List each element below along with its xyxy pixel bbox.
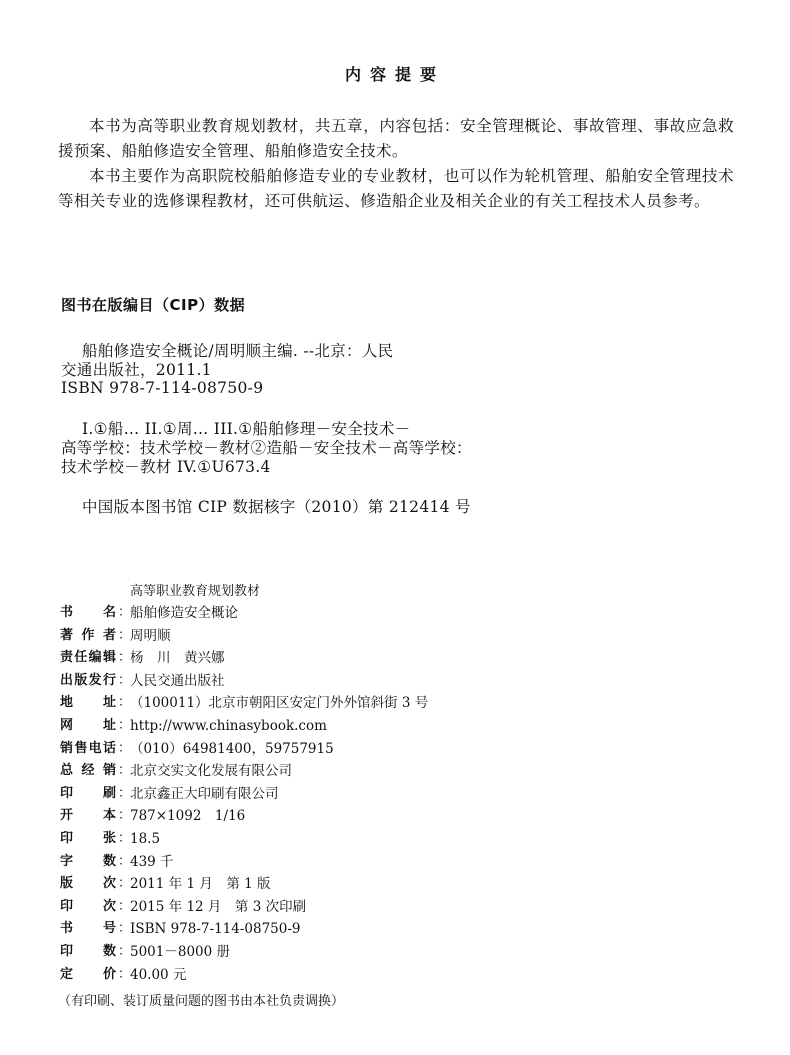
- info-row: 印刷 ： 北京鑫正大印刷有限公司: [60, 783, 660, 806]
- cip-line: I.①船… II.①周… III.①船舶修理－安全技术－: [82, 420, 411, 438]
- info-row: 定价 ： 40.00 元: [60, 964, 660, 987]
- info-value: 北京鑫正大印刷有限公司: [130, 785, 279, 802]
- info-value: 40.00 元: [130, 966, 187, 983]
- info-row: 书名 ： 船舶修造安全概论: [60, 602, 660, 625]
- info-row: 责任编辑 ： 杨 川 黄兴娜: [60, 647, 660, 670]
- info-value: http://www.chinasybook.com: [130, 717, 327, 734]
- info-value: 5001－8000 册: [130, 943, 231, 960]
- series-name: 高等职业教育规划教材: [130, 584, 261, 599]
- cip-record-number: 中国版本图书馆 CIP 数据核字（2010）第 212414 号: [82, 498, 471, 516]
- info-label: 网址: [60, 717, 116, 733]
- cip-line: ISBN 978-7-114-08750-9: [61, 379, 264, 397]
- cip-line: 交通出版社，2011.1: [61, 361, 212, 379]
- info-label: 地址: [60, 695, 116, 711]
- info-row: 字数 ： 439 千: [60, 851, 660, 874]
- info-row: 版次 ： 2011 年 1 月 第 1 版: [60, 873, 660, 896]
- info-label: 书名: [60, 605, 116, 620]
- info-label: 销售电话: [60, 740, 116, 756]
- info-label: 印张: [60, 830, 116, 846]
- info-value: 人民交通出版社: [130, 672, 225, 689]
- cip-line: 技术学校－教材 IV.①U673.4: [61, 458, 271, 476]
- info-label: 印次: [60, 898, 116, 914]
- info-label: 著作者: [60, 627, 116, 643]
- info-value: 杨 川 黄兴娜: [130, 650, 225, 667]
- cip-line: 高等学校：技术学校－教材②造船－安全技术－高等学校：: [61, 439, 472, 457]
- info-value: 2011 年 1 月 第 1 版: [130, 876, 271, 893]
- info-value: （100011）北京市朝阳区安定门外外馆斜街 3 号: [130, 695, 429, 712]
- info-label: 字数: [60, 853, 116, 869]
- info-label: 书号: [60, 921, 116, 937]
- info-row: 书号 ： ISBN 978-7-114-08750-9: [60, 918, 660, 941]
- info-row: 销售电话 ： （010）64981400，59757915: [60, 738, 660, 761]
- info-label: 开本: [60, 808, 116, 824]
- info-label: 印数: [60, 943, 116, 959]
- info-value: 船舶修造安全概论: [130, 605, 238, 621]
- info-value: 439 千: [130, 853, 174, 870]
- publication-info-list: [60, 602, 660, 986]
- info-value: 北京交实文化发展有限公司: [130, 763, 292, 780]
- info-value: 787×1092 1/16: [130, 808, 246, 825]
- info-row: 印数 ： 5001－8000 册: [60, 941, 660, 964]
- info-value: （010）64981400，59757915: [130, 740, 334, 757]
- info-value: ISBN 978-7-114-08750-9: [130, 921, 301, 938]
- summary-paragraph-1: 本书为高等职业教育规划教材，共五章，内容包括：安全管理概论、事故管理、事故应急救援预案、船舶修造安全管理、船舶修造安全技术。: [58, 117, 734, 160]
- info-row: 开本 ： 787×1092 1/16: [60, 805, 660, 828]
- info-row: 网址 ： http://www.chinasybook.com: [60, 715, 660, 738]
- info-row: 印张 ： 18.5: [60, 828, 660, 851]
- info-row: 总经销 ： 北京交实文化发展有限公司: [60, 760, 660, 783]
- info-label: 责任编辑: [60, 650, 116, 666]
- info-row: 印次 ： 2015 年 12 月 第 3 次印刷: [60, 896, 660, 919]
- info-row: 出版发行 ： 人民交通出版社: [60, 670, 660, 693]
- quality-note: （有印刷、装订质量问题的图书由本社负责调换）: [58, 994, 345, 1009]
- info-value: 18.5: [130, 830, 161, 847]
- info-value: 周明顺: [130, 627, 171, 644]
- info-label: 总经销: [60, 763, 116, 779]
- info-label: 定价: [60, 966, 116, 982]
- info-row: 地址 ： （100011）北京市朝阳区安定门外外馆斜街 3 号: [60, 692, 660, 715]
- summary-paragraph-2: 本书主要作为高职院校船舶修造专业的专业教材，也可以作为轮机管理、船舶安全管理技术等相关专业的选修课程教材，还可供航运、修造船企业及相关企业的有关工程技术人员参考。: [58, 167, 734, 210]
- info-label: 版次: [60, 876, 116, 892]
- cip-heading: 图书在版编目（CIP）数据: [61, 296, 246, 314]
- cip-line: 船舶修造安全概论/周明顺主编. --北京：人民: [82, 342, 394, 360]
- info-row: 著作者 ： 周明顺: [60, 625, 660, 648]
- info-label: 出版发行: [60, 672, 116, 688]
- info-label: 印刷: [60, 785, 116, 801]
- info-value: 2015 年 12 月 第 3 次印刷: [130, 898, 307, 915]
- summary-title: 内容提要: [344, 65, 445, 84]
